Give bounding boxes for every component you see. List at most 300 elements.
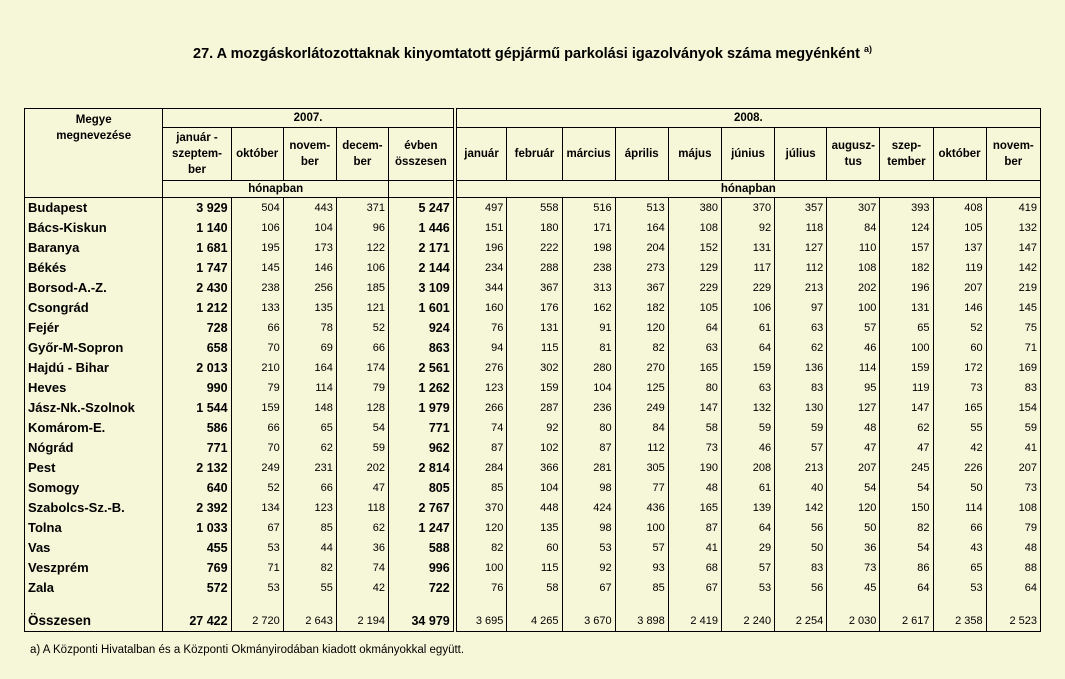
table-row [25,438,1041,458]
table-cell: 2 030 [827,611,880,632]
table-cell: 270 [615,358,668,378]
table-cell: 57 [827,318,880,338]
county-name: Komárom-E. [25,418,163,438]
table-cell: 117 [721,258,774,278]
month-header-2007-line: szeptem- [172,148,222,160]
county-name: Csongrád [25,298,163,318]
table-cell: 145 [986,298,1040,318]
spacer-cell [775,598,827,611]
table-cell: 171 [562,218,615,238]
table-cell: 2 254 [775,611,827,632]
table-cell: 513 [615,198,668,219]
table-cell: 66 [933,518,986,538]
table-cell: 196 [880,278,933,298]
table-cell: 50 [933,478,986,498]
table-cell: 313 [562,278,615,298]
table-cell: 147 [986,238,1040,258]
table-cell: 367 [507,278,562,298]
table-cell: 80 [668,378,721,398]
table-row [25,538,1041,558]
month-header-2007-line: novem- [289,140,331,152]
table-row [25,358,1041,378]
table-row [25,578,1041,598]
month-header-2007-line: decem- [342,140,383,152]
table-cell: 146 [283,258,336,278]
table-cell: 106 [721,298,774,318]
table-cell: 2 419 [668,611,721,632]
spacer-cell [933,598,986,611]
table-cell: 58 [507,578,562,598]
table-cell: 722 [389,578,455,598]
table-cell: 122 [336,238,388,258]
table-cell: 370 [721,198,774,219]
county-name: Szabolcs-Sz.-B. [25,498,163,518]
table-cell: 195 [231,238,283,258]
table-cell: 125 [615,378,668,398]
table-row [25,478,1041,498]
table-cell: 924 [389,318,455,338]
table-cell: 208 [721,458,774,478]
table-row [25,398,1041,418]
table-cell: 62 [880,418,933,438]
table-cell: 92 [562,558,615,578]
table-cell: 59 [986,418,1040,438]
county-name: Jász-Nk.-Szolnok [25,398,163,418]
table-cell: 74 [455,418,507,438]
table-cell: 67 [668,578,721,598]
table-cell: 65 [933,558,986,578]
table-cell: 165 [668,358,721,378]
table-cell: 2 392 [163,498,231,518]
table-cell: 148 [283,398,336,418]
table-cell: 94 [455,338,507,358]
table-cell: 132 [721,398,774,418]
table-cell: 202 [827,278,880,298]
county-name: Veszprém [25,558,163,578]
table-cell: 174 [336,358,388,378]
table-cell: 213 [775,278,827,298]
table-cell: 79 [336,378,388,398]
table-cell: 182 [615,298,668,318]
spacer-cell [986,598,1040,611]
table-cell: 54 [880,478,933,498]
month-header-2008-line: március [566,148,611,160]
county-name: Összesen [25,611,163,632]
table-cell: 256 [283,278,336,298]
county-name: Zala [25,578,163,598]
table-cell: 229 [668,278,721,298]
year-2008-header: 2008. [455,109,1041,128]
table-cell: 98 [562,518,615,538]
table-cell: 73 [668,438,721,458]
table-row [25,278,1041,298]
table-cell: 207 [933,278,986,298]
county-name: Tolna [25,518,163,538]
table-cell: 53 [562,538,615,558]
table-cell: 81 [562,338,615,358]
table-cell: 123 [455,378,507,398]
table-cell: 455 [163,538,231,558]
table-cell: 210 [231,358,283,378]
table-cell: 58 [668,418,721,438]
table-cell: 85 [455,478,507,498]
month-header-2007-line: október [236,148,279,160]
table-cell: 108 [986,498,1040,518]
county-name: Borsod-A.-Z. [25,278,163,298]
table-row [25,318,1041,338]
table-cell: 236 [562,398,615,418]
table-cell: 207 [986,458,1040,478]
table-cell: 371 [336,198,388,219]
table-cell: 92 [507,418,562,438]
table-row [25,218,1041,238]
table-row [25,198,1041,219]
table-cell: 3 670 [562,611,615,632]
table-cell: 586 [163,418,231,438]
table-cell: 52 [231,478,283,498]
month-header-2008 [721,128,774,181]
table-cell: 64 [721,338,774,358]
table-cell: 164 [615,218,668,238]
table-cell: 108 [827,258,880,278]
month-header-2008-line: augusz- [831,140,876,152]
table-cell: 131 [880,298,933,318]
table-cell: 127 [827,398,880,418]
table-cell: 64 [721,518,774,538]
table-cell: 133 [231,298,283,318]
table-cell: 100 [827,298,880,318]
table-cell: 147 [668,398,721,418]
table-cell: 424 [562,498,615,518]
county-name: Heves [25,378,163,398]
table-cell: 204 [615,238,668,258]
table-cell: 41 [668,538,721,558]
table-cell: 281 [562,458,615,478]
month-header-2008-line: február [514,148,555,160]
table-cell: 962 [389,438,455,458]
table-cell: 66 [283,478,336,498]
table-cell: 115 [507,338,562,358]
evben-osszesen-header [389,128,455,181]
table-cell: 114 [827,358,880,378]
table-row [25,558,1041,578]
table-cell: 87 [668,518,721,538]
table-cell: 219 [986,278,1040,298]
table-cell: 105 [933,218,986,238]
table-cell: 55 [283,578,336,598]
table-cell: 97 [775,298,827,318]
table-cell: 73 [827,558,880,578]
month-header-2007 [163,128,231,181]
table-cell: 67 [562,578,615,598]
table-cell: 82 [455,538,507,558]
table-cell: 769 [163,558,231,578]
evben-osszesen-header-line: összesen [394,156,447,168]
table-cell: 83 [775,378,827,398]
table-cell: 66 [231,318,283,338]
table-cell: 1 262 [389,378,455,398]
county-header [25,109,163,198]
month-header-2008-line: október [938,148,981,160]
table-cell: 2 358 [933,611,986,632]
table-row [25,418,1041,438]
table-cell: 77 [615,478,668,498]
month-header-2008 [827,128,880,181]
table-cell: 119 [880,378,933,398]
table-cell: 2 767 [389,498,455,518]
table-cell: 2 814 [389,458,455,478]
month-header-2008-line: január [464,148,499,160]
table-cell: 60 [933,338,986,358]
spacer-cell [668,598,721,611]
table-cell: 95 [827,378,880,398]
month-header-2008-line: április [624,148,659,160]
month-header-2008-line: ber [1004,156,1023,168]
month-header-2008-line: tus [844,156,862,168]
month-header-2008-line: tember [887,156,926,168]
table-cell: 159 [721,358,774,378]
table-cell: 1 979 [389,398,455,418]
table-cell: 234 [455,258,507,278]
county-name: Győr-M-Sopron [25,338,163,358]
table-cell: 87 [562,438,615,458]
table-cell: 57 [615,538,668,558]
county-name: Hajdú - Bihar [25,358,163,378]
table-cell: 2 617 [880,611,933,632]
table-cell: 152 [668,238,721,258]
table-cell: 57 [775,438,827,458]
table-cell: 266 [455,398,507,418]
table-cell: 135 [507,518,562,538]
county-name: Bács-Kiskun [25,218,163,238]
table-cell: 393 [880,198,933,219]
table-cell: 139 [721,498,774,518]
table-cell: 142 [986,258,1040,278]
footnote: a) A Központi Hivatalban és a Központi Okmányirodában kiadott okmányokkal együtt. [30,644,465,656]
table-cell: 71 [986,338,1040,358]
table-cell: 96 [336,218,388,238]
month-header-2008 [986,128,1040,181]
county-name: Vas [25,538,163,558]
table-cell: 164 [283,358,336,378]
table-cell: 62 [775,338,827,358]
table-cell: 88 [986,558,1040,578]
spacer-cell [880,598,933,611]
table-cell: 3 929 [163,198,231,219]
table-cell: 112 [775,258,827,278]
table-cell: 42 [336,578,388,598]
table-cell: 185 [336,278,388,298]
spacer-cell [283,598,336,611]
table-cell: 65 [283,418,336,438]
table-row [25,338,1041,358]
table-cell: 1 247 [389,518,455,538]
table-cell: 996 [389,558,455,578]
table-cell: 276 [455,358,507,378]
table-cell: 85 [615,578,668,598]
table-row [25,458,1041,478]
table-cell: 93 [615,558,668,578]
year-2007-header: 2007. [163,109,455,128]
table-cell: 190 [668,458,721,478]
table-cell: 104 [283,218,336,238]
spacer-cell [562,598,615,611]
table-cell: 75 [986,318,1040,338]
table-cell: 69 [283,338,336,358]
month-header-2007-line: ber [300,156,319,168]
table-cell: 42 [933,438,986,458]
table-cell: 80 [562,418,615,438]
county-name: Baranya [25,238,163,258]
table-cell: 771 [389,418,455,438]
table-cell: 2 171 [389,238,455,258]
table-cell: 63 [775,318,827,338]
table-cell: 62 [283,438,336,458]
table-cell: 120 [615,318,668,338]
table-cell: 71 [231,558,283,578]
table-cell: 182 [880,258,933,278]
table-cell: 238 [562,258,615,278]
table-cell: 105 [668,298,721,318]
table-cell: 104 [507,478,562,498]
table-cell: 4 265 [507,611,562,632]
table-cell: 2 132 [163,458,231,478]
table-cell: 50 [775,538,827,558]
table-cell: 53 [231,538,283,558]
table-cell: 1 544 [163,398,231,418]
table-cell: 2 013 [163,358,231,378]
table-cell: 63 [668,338,721,358]
table-cell: 79 [986,518,1040,538]
honapban-2008: hónapban [455,181,1041,198]
table-cell: 516 [562,198,615,219]
spacer-cell [615,598,668,611]
table-cell: 53 [933,578,986,598]
table-cell: 62 [336,518,388,538]
table-cell: 63 [721,378,774,398]
table-cell: 118 [336,498,388,518]
county-name: Békés [25,258,163,278]
table-cell: 357 [775,198,827,219]
spacer-cell [455,598,507,611]
month-header-2007-line: január - [176,132,218,144]
table-cell: 408 [933,198,986,219]
table-cell: 53 [721,578,774,598]
county-header-line1: Megye [75,114,112,126]
table-cell: 68 [668,558,721,578]
county-header-line2: megnevezése [56,130,132,142]
table-cell: 92 [721,218,774,238]
table-cell: 52 [933,318,986,338]
table-cell: 1 140 [163,218,231,238]
table-cell: 558 [507,198,562,219]
county-name: Nógrád [25,438,163,458]
table-cell: 1 033 [163,518,231,538]
table-cell: 173 [283,238,336,258]
table-cell: 91 [562,318,615,338]
table-cell: 213 [775,458,827,478]
table-cell: 2 523 [986,611,1040,632]
table-cell: 47 [880,438,933,458]
table-cell: 86 [880,558,933,578]
spacer-cell [25,598,163,611]
spacer-cell [507,598,562,611]
table-cell: 98 [562,478,615,498]
table-cell: 45 [827,578,880,598]
table-cell: 61 [721,318,774,338]
county-name: Somogy [25,478,163,498]
table-cell: 1 446 [389,218,455,238]
table-cell: 64 [668,318,721,338]
table-cell: 110 [827,238,880,258]
evben-osszesen-header-line: évben [404,140,438,152]
table-cell: 132 [986,218,1040,238]
table-cell: 305 [615,458,668,478]
table-cell: 245 [880,458,933,478]
month-header-2008 [775,128,827,181]
table-cell: 104 [562,378,615,398]
table-cell: 145 [231,258,283,278]
table-cell: 136 [775,358,827,378]
table-cell: 43 [933,538,986,558]
table-cell: 202 [336,458,388,478]
table-cell: 108 [668,218,721,238]
table-cell: 59 [775,418,827,438]
table-cell: 5 247 [389,198,455,219]
table-cell: 112 [615,438,668,458]
table-cell: 142 [775,498,827,518]
table-cell: 154 [986,398,1040,418]
table-cell: 2 194 [336,611,388,632]
table-cell: 46 [827,338,880,358]
table-cell: 172 [933,358,986,378]
table-cell: 658 [163,338,231,358]
table-cell: 64 [986,578,1040,598]
table-cell: 198 [562,238,615,258]
table-cell: 27 422 [163,611,231,632]
table-cell: 100 [615,518,668,538]
table-cell: 3 109 [389,278,455,298]
table-cell: 123 [283,498,336,518]
spacer-row [25,598,1041,611]
table-cell: 2 240 [721,611,774,632]
table-cell: 2 643 [283,611,336,632]
month-header-2008-line: május [678,148,712,160]
table-cell: 2 561 [389,358,455,378]
table-cell: 146 [933,298,986,318]
table-cell: 79 [231,378,283,398]
table-cell: 40 [775,478,827,498]
table-cell: 504 [231,198,283,219]
table-cell: 419 [986,198,1040,219]
table-cell: 2 144 [389,258,455,278]
table-cell: 120 [827,498,880,518]
table-cell: 3 695 [455,611,507,632]
table-cell: 249 [615,398,668,418]
county-name: Pest [25,458,163,478]
table-cell: 2 720 [231,611,283,632]
spacer-cell [389,598,455,611]
table-cell: 131 [507,318,562,338]
month-header-2007 [283,128,336,181]
table-cell: 48 [827,418,880,438]
table-title [0,44,1065,62]
table-cell: 572 [163,578,231,598]
table-cell: 771 [163,438,231,458]
month-header-2008 [668,128,721,181]
table-cell: 53 [231,578,283,598]
table-cell: 82 [615,338,668,358]
